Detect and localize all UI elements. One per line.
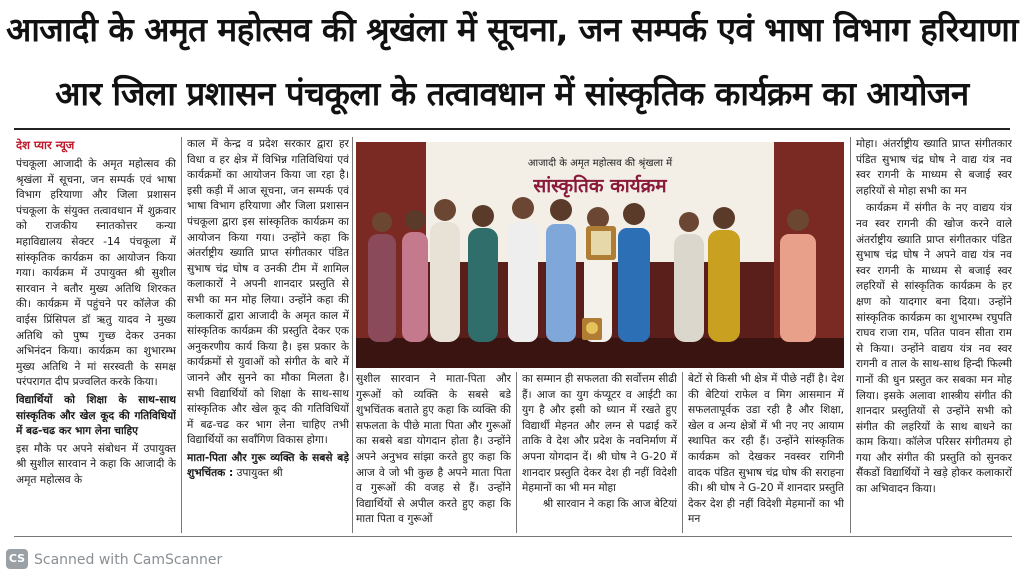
paragraph: सुशील सारवान ने माता-पिता और गुरूओं को व्यक्ति के सबसे बडे शुभचिंतक बताते हुए कहा कि व्यक्ति की सफलता के पीछे माता पिता और गुरूओं का सबसे बडा योगदान होता है। उन्होंने अपने अनुभव सांझा करते हुए कहा कि आज वे जो भी कुछ है अपने माता पिता व गुरूओं की वजह से हैं। उन्होंने विद्यार्थियों से अपील करते हुए कहा कि माता पिता व गुरूओं xyxy=(356,373,511,526)
article-column-1 xyxy=(16,137,176,533)
column-divider xyxy=(352,137,353,533)
subheading: विद्यार्थियों को शिक्षा के साथ-साथ सांस्कृतिक और खेल कूद की गतिविधियों में बढ-चढ कर भाग लेना चाहिए xyxy=(16,393,176,438)
paragraph: कार्यक्रम में संगीत के नए वाद्यय यंत्र नव स्वर रागनी की खोज करने वाले अंतर्राष्ट्रीय ख्याति प्राप्त संगीतकार पंडित सुभाष चंद्र घोष ने अपने वाद्य यंत्र नव स्वर रागनी के माध्यम से बजाई स्वर लहरियों से सांस्कृतिक कार्यक्रम के हर क्षण को यादगार बना दिया। उन्होंने सांस्कृतिक कार्यक्रम का शुभारम्भ रघुपति राघव राजा राम, पतित पावन सीता राम से किया। उन्होंने वाद्यय यंत्र नव स्वर रागनी व ताल के साथ-साथ हिन्दी फिल्मी गानों की धुन प्रस्तुत कर सबका मन मोह लिया। इसके अलावा शास्त्रीय संगीत की शानदार प्रस्तुतियों से उन्होंने सभी को संगीत की लहरियों के साथ बाधने का काम किया। कॉलेज परिसर संगीतमय हो गया और संगीत की प्रस्तुति को सुनकर सैंकडों विद्यार्थियों ने खड़े होकर कलाकारों का अभिवादन किया। xyxy=(856,202,1012,496)
byline: देश प्यार न्यूज xyxy=(16,138,75,152)
article-column-4 xyxy=(522,372,677,533)
article-column-6 xyxy=(856,137,1012,533)
paragraph: का सम्मान ही सफलता की सर्वोत्तम सीढी हैं। आज का युग कंप्यूटर व आईटी का युग है और इसी को ध्यान में रखते हुए विद्यार्थी मेहनत और लग्न से पढाई करें ताकि वे देश और प्रदेश के नवनिर्माण में अपना योगदान दें। श्री घोष ने G-20 में शानदार प्रस्तुति देकर देश ही नहीं विदेशी मेहमानों का भी मन मोहा xyxy=(522,373,677,495)
paragraph: मोहा। अंतर्राष्ट्रीय ख्याति प्राप्त संगीतकार पंडित सुभाष चंद्र घोष ने वाद्य यंत्र नव स्वर रागनी के माध्यम से बजाई स्वर लहरियों से मोहा सभी का मन xyxy=(856,138,1012,197)
trophy-icon xyxy=(582,318,602,340)
banner-small-text: आजादी के अमृत महोत्सव की श्रृंखला में xyxy=(527,158,673,169)
event-photo xyxy=(356,142,844,368)
headline-rule xyxy=(14,128,1010,130)
camscanner-watermark: Scanned with CamScanner xyxy=(34,552,223,568)
paragraph: उपायुक्त श्री xyxy=(236,467,283,480)
paragraph: बेटों से किसी भी क्षेत्र में पीछे नहीं है। देश की बेटियां राफेल व मिग आसमान में सफलतापूर्वक उडा रही है और शिक्षा, खेल व अन्य क्षेत्रों में भी नए नए आयाम स्थापित कर रही हैं। उन्होंने सांस्कृतिक कार्यक्रम को देखकर नवस्वर रागिनी वादक पंडित सुभाष चंद्र घोष की सराहना की। श्री घोष ने G-20 में शानदार प्रस्तुति देकर देश ही नहीं विदेशी मेहमानों का भी मन xyxy=(688,373,844,526)
article-column-5 xyxy=(688,372,844,533)
paragraph: काल में केन्द्र व प्रदेश सरकार द्वारा हर विधा व हर क्षेत्र में विभिन्न गतिविधियां एवं कार्यक्रमों का आयोजन किया जा रहा है। इसी कड़ी में आज सूचना, जन सम्पर्क एवं भाषा विभाग हरियाणा और जिला प्रशासन पंचकूला द्वारा इस सांस्कृतिक कार्यक्रम का आयोजन किया गया। उन्होंने कहा कि अंतर्राष्ट्रीय ख्याति प्राप्त संगीतकार पंडित सुभाष चंद्र घोष व उनकी टीम में शामिल कलाकारों ने अपनी शानदार प्रस्तुति से सभी का मन मोह लिया। उन्होंने कहा की कलाकारों द्वारा आजादी के अमृत काल में सांस्कृतिक कार्यक्रम की प्रस्तुति देकर एक अनुकरणीय कार्य किया है। इस प्रकार के कार्यक्रमों से युवाओं को संगीत के बारे में जानने और सुनने का मौका मिलता है। सभी विद्यार्थियों को शिक्षा के साथ-साथ सांस्कृतिक और खेल कूद की गतिविधियों में बढ-चढ कर भाग लेना चाहिए तभी विद्यार्थियों का सर्वांगिण विकास होगा। xyxy=(187,138,349,447)
subheading: माता-पिता और गुरू व्यक्ति के सबसे बड़े शुभचिंतक : xyxy=(187,451,349,480)
event-photo-illustration xyxy=(356,142,844,368)
column-divider xyxy=(850,137,851,533)
column-divider xyxy=(516,372,517,533)
column-divider xyxy=(181,137,182,533)
headline-line-2: आर जिला प्रशासन पंचकूला के तत्वावधान में सांस्कृतिक कार्यक्रम का आयोजन xyxy=(55,74,969,113)
bottom-rule xyxy=(14,536,1012,537)
article-column-2 xyxy=(187,137,349,533)
paragraph: इस मौके पर अपने संबोधन में उपायुक्त श्री सुशील सारवान ने कहा कि आजादी के अमृत महोत्सव के xyxy=(16,442,176,486)
paragraph: श्री सारवान ने कहा कि आज बेटियां xyxy=(542,497,677,510)
banner-big-text: सांस्कृतिक कार्यक्रम xyxy=(533,175,667,197)
paragraph: पंचकूला आजादी के अमृत महोत्सव की श्रृखंला में सूचना, जन सम्पर्क एवं भाषा विभाग हरियाणा और जिला प्रशासन पंचकूला के संयुक्त तत्वावधान में शुक्रवार को राजकीय स्नातकोत्तर कन्या महाविद्यालय सेक्टर -14 पंचकूला में सांस्कृतिक कार्यक्रम का आयोजन किया गया। कार्यक्रम में उपायुक्त श्री सुशील सारवान ने बतौर मुख्य अतिथि शिरकत की। कार्यक्रम में पहुंचने पर कॉलेज की वाईस प्रिंसिपल डॉ ऋतु यादव ने मुख्य अतिथि को पुष्प गुच्छ देकर उनका अभिनंदन किया। कार्यक्रम का शुभारम्भ मुख्य अतिथि ने मां सरस्वती के समक्ष परंपरागत दीप प्रज्वलित करके किया। xyxy=(16,158,176,389)
headline-line-1: आजादी के अमृत महोत्सव की श्रृखंला में सूचना, जन सम्पर्क एवं भाषा विभाग हरियाणा xyxy=(6,10,1018,49)
column-divider xyxy=(682,372,683,533)
article-column-3 xyxy=(356,372,511,533)
camscanner-logo: CS xyxy=(6,549,28,569)
memento-frame xyxy=(586,226,616,260)
